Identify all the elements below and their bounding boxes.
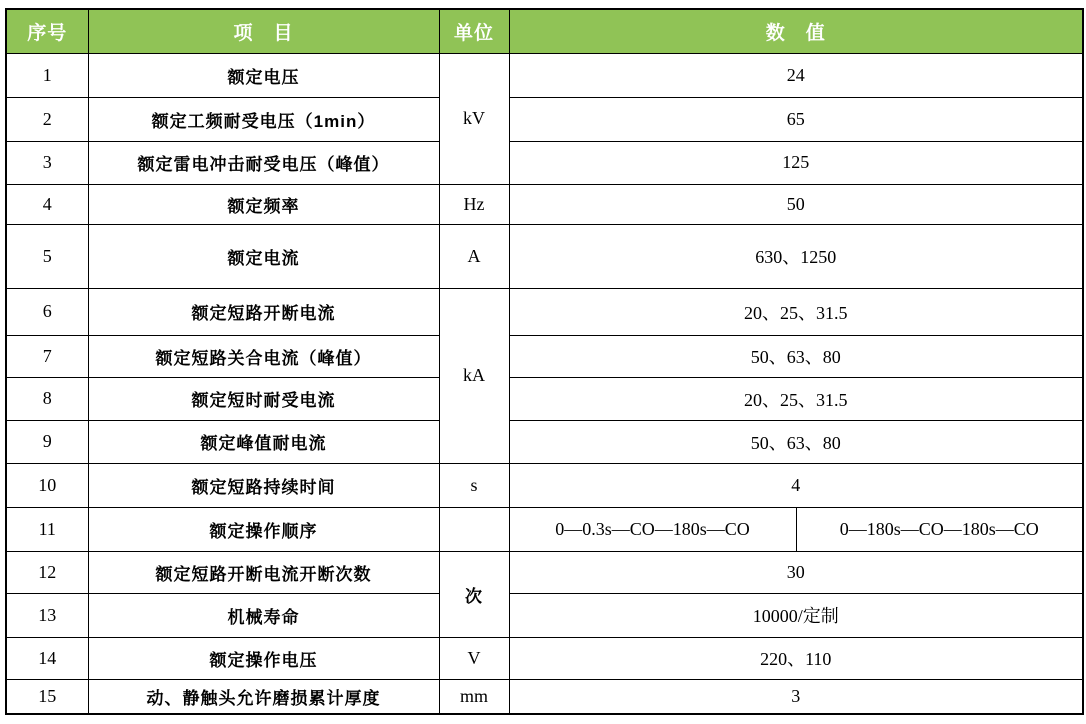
item-cell: 机械寿命 (88, 593, 439, 637)
table-row (6, 679, 1083, 714)
value-cell: 10000/定制 (509, 593, 1083, 637)
item-cell: 额定短路开断电流 (88, 288, 439, 335)
row-number-cell: 7 (6, 335, 88, 377)
table-row (6, 551, 1083, 593)
value-cell: 4 (509, 463, 1083, 507)
value-cell: 24 (509, 53, 1083, 97)
unit-cell: s (439, 463, 509, 507)
item-cell: 额定雷电冲击耐受电压（峰值） (88, 141, 439, 184)
table-row (6, 288, 1083, 335)
item-cell: 额定短路持续时间 (88, 463, 439, 507)
value-cell: 20、25、31.5 (509, 377, 1083, 420)
item-cell: 额定峰值耐电流 (88, 420, 439, 463)
table-row (6, 53, 1083, 97)
value-cell: 50、63、80 (509, 335, 1083, 377)
item-cell: 额定操作顺序 (88, 507, 439, 551)
item-cell: 动、静触头允许磨损累计厚度 (88, 679, 439, 714)
item-cell: 额定工频耐受电压（1min） (88, 97, 439, 141)
table-row (6, 377, 1083, 420)
unit-cell: V (439, 637, 509, 679)
table-row (6, 224, 1083, 288)
value-cell: 3 (509, 679, 1083, 714)
item-cell: 额定操作电压 (88, 637, 439, 679)
unit-cell: mm (439, 679, 509, 714)
value-cell: 50 (509, 184, 1083, 224)
row-number-cell: 13 (6, 593, 88, 637)
table-row (6, 335, 1083, 377)
header-row (6, 9, 1083, 53)
table-row (6, 507, 1083, 551)
item-cell: 额定电流 (88, 224, 439, 288)
item-cell: 额定频率 (88, 184, 439, 224)
table-row (6, 420, 1083, 463)
unit-cell: kA (439, 288, 509, 463)
row-number-cell: 5 (6, 224, 88, 288)
row-number-cell: 9 (6, 420, 88, 463)
row-number-cell: 1 (6, 53, 88, 97)
item-cell: 额定短时耐受电流 (88, 377, 439, 420)
table-row (6, 97, 1083, 141)
row-number-cell: 15 (6, 679, 88, 714)
value-cell-left: 0—0.3s—CO—180s—CO (509, 507, 796, 551)
row-number-cell: 4 (6, 184, 88, 224)
row-number-cell: 12 (6, 551, 88, 593)
unit-cell: Hz (439, 184, 509, 224)
col-header-value: 数 值 (509, 9, 1083, 53)
value-cell: 30 (509, 551, 1083, 593)
table-row (6, 463, 1083, 507)
unit-cell (439, 507, 509, 551)
value-cell: 630、1250 (509, 224, 1083, 288)
item-cell: 额定电压 (88, 53, 439, 97)
item-cell: 额定短路关合电流（峰值） (88, 335, 439, 377)
row-number-cell: 11 (6, 507, 88, 551)
value-cell: 220、110 (509, 637, 1083, 679)
row-number-cell: 3 (6, 141, 88, 184)
value-cell: 125 (509, 141, 1083, 184)
value-cell: 50、63、80 (509, 420, 1083, 463)
value-cell: 20、25、31.5 (509, 288, 1083, 335)
row-number-cell: 14 (6, 637, 88, 679)
unit-cell: A (439, 224, 509, 288)
value-cell-right: 0—180s—CO—180s—CO (796, 507, 1083, 551)
col-header-no: 序号 (6, 9, 88, 53)
row-number-cell: 6 (6, 288, 88, 335)
table-row (6, 593, 1083, 637)
col-header-unit: 单位 (439, 9, 509, 53)
row-number-cell: 2 (6, 97, 88, 141)
table-row (6, 141, 1083, 184)
row-number-cell: 10 (6, 463, 88, 507)
table-row (6, 637, 1083, 679)
col-header-item: 项 目 (88, 9, 439, 53)
unit-cell: 次 (439, 551, 509, 637)
row-number-cell: 8 (6, 377, 88, 420)
unit-cell: kV (439, 53, 509, 184)
spec-table (5, 8, 1084, 715)
table-row (6, 184, 1083, 224)
value-cell: 65 (509, 97, 1083, 141)
item-cell: 额定短路开断电流开断次数 (88, 551, 439, 593)
